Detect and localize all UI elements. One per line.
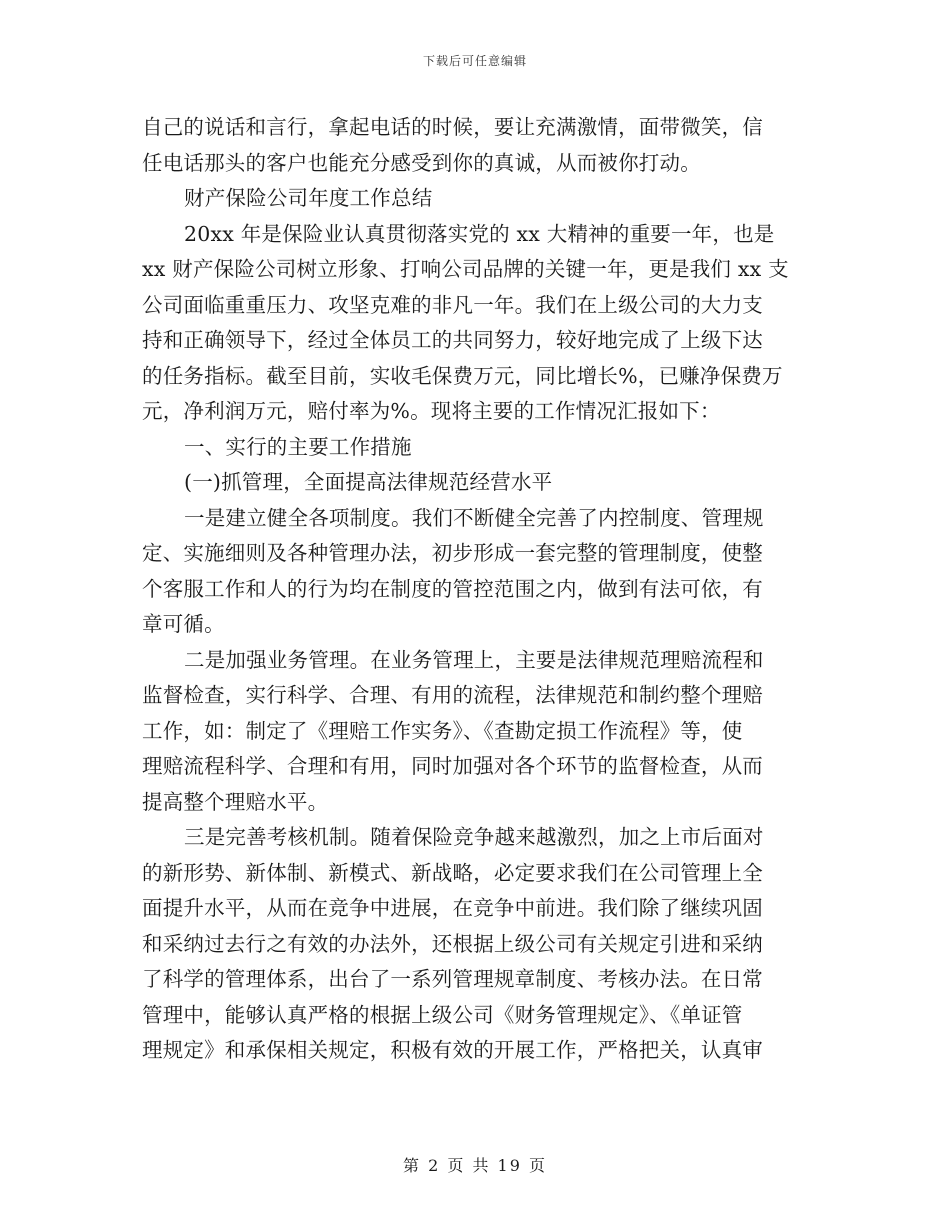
text-line: xx 财产保险公司树立形象、打响公司品牌的关键一年，更是我们 xx 支: [142, 257, 789, 281]
text-line: 监督检查，实行科学、合理、有用的流程，法律规范和制约整个理赔: [142, 683, 763, 707]
text-line: 20xx 年是保险业认真贯彻落实党的 xx 大精神的重要一年，也是: [184, 221, 775, 246]
text-line: 二是加强业务管理。在业务管理上，主要是法律规范理赔流程和: [184, 647, 764, 672]
text-line: 财产保险公司年度工作总结: [184, 186, 433, 210]
text-line: 一是建立健全各项制度。我们不断健全完善了内控制度、管理规: [184, 505, 764, 530]
text-line: 提高整个理赔水平。: [142, 789, 329, 814]
page-number-footer: 第 2 页 共 19 页: [403, 1156, 547, 1175]
text-line: 和采纳过去行之有效的办法外，还根据上级公司有关规定引进和采纳: [142, 931, 763, 956]
text-line: 章可循。: [142, 612, 225, 636]
text-line: 公司面临重重压力、攻坚克难的非凡一年。我们在上级公司的大力支: [142, 292, 763, 317]
text-line: 一、实行的主要工作措施: [184, 434, 412, 459]
text-line: 自己的说话和言行，拿起电话的时候，要让充满激情，面带微笑，信: [142, 115, 763, 139]
page-header: 下载后可任意编辑: [422, 54, 527, 68]
text-line: 个客服工作和人的行为均在制度的管控范围之内，做到有法可依，有: [142, 576, 763, 601]
text-line: 任电话那头的客户也能充分感受到你的真诚，从而被你打动。: [142, 150, 701, 175]
text-line: 定、实施细则及各种管理办法，初步形成一套完整的管理制度，使整: [142, 541, 763, 565]
text-line: 元，净利润万元，赔付率为%。现将主要的工作情况汇报如下：: [142, 399, 721, 423]
text-line: 三是完善考核机制。随着保险竞争越来越激烈，加之上市后面对: [184, 825, 764, 849]
text-line: 管理中，能够认真严格的根据上级公司《财务管理规定》、《单证管: [142, 1002, 743, 1027]
text-line: (一)抓管理，全面提高法律规范经营水平: [184, 470, 553, 494]
document-body: [142, 110, 807, 1069]
text-line: 的任务指标。截至目前，实收毛保费万元，同比增长%，已赚净保费万: [142, 363, 783, 388]
text-line: 工作，如：制定了《理赔工作实务》、《查勘定损工作流程》等，使: [142, 718, 743, 743]
text-line: 持和正确领导下，经过全体员工的共同努力，较好地完成了上级下达: [142, 328, 763, 352]
text-line: 了科学的管理体系，出台了一系列管理规章制度、考核办法。在日常: [142, 967, 763, 991]
text-line: 的新形势、新体制、新模式、新战略，必定要求我们在公司管理上全: [142, 860, 763, 885]
text-line: 理规定》和承保相关规定，积极有效的开展工作，严格把关，认真审: [142, 1038, 763, 1062]
text-line: 理赔流程科学、合理和有用，同时加强对各个环节的监督检查，从而: [142, 754, 763, 778]
text-line: 面提升水平，从而在竞争中进展，在竞争中前进。我们除了继续巩固: [142, 896, 763, 920]
